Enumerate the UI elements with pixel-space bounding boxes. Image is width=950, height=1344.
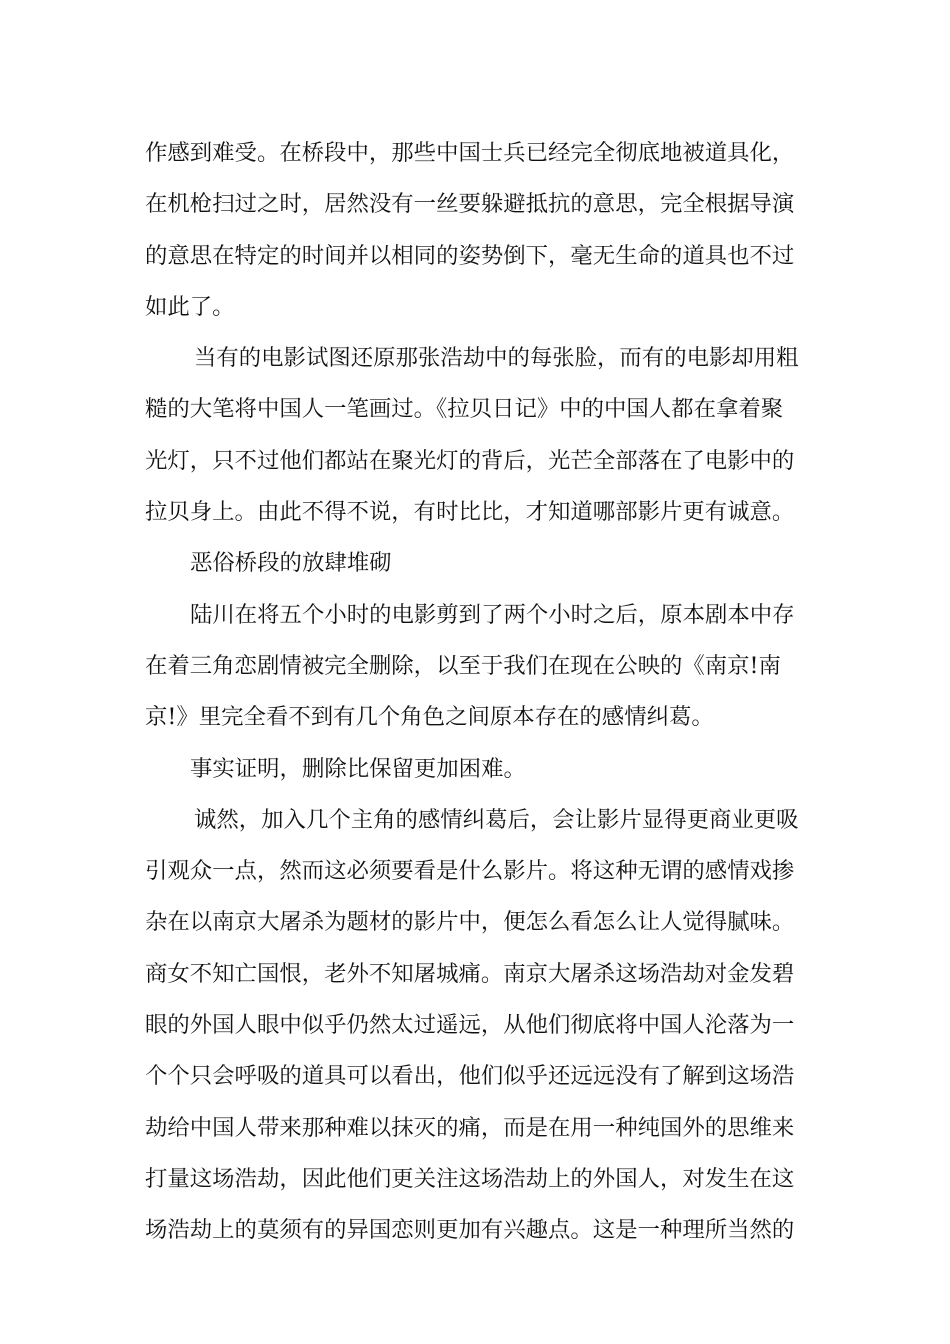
text-line: 京!》里完全看不到有几个角色之间原本存在的感情纠葛。 xyxy=(145,704,714,731)
text-line: 商女不知亡国恨，老外不知屠城痛。南京大屠杀这场浩劫对金发碧 xyxy=(145,960,795,987)
text-line: 作感到难受。在桥段中，那些中国士兵已经完全彻底地被道具化， xyxy=(145,140,795,166)
text-line: 的意思在特定的时间并以相同的姿势倒下，毫无生命的道具也不过 xyxy=(145,242,795,269)
text-line: 当有的电影试图还原那张浩劫中的每张脸，而有的电影却用粗 xyxy=(194,345,799,372)
text-line: 眼的外国人眼中似乎仍然太过遥远，从他们彻底将中国人沦落为一 xyxy=(145,1012,795,1039)
text-line: 光灯，只不过他们都站在聚光灯的背后，光芒全部落在了电影中的 xyxy=(145,447,795,474)
text-line: 陆川在将五个小时的电影剪到了两个小时之后，原本剧本中存 xyxy=(190,601,795,628)
text-line: 劫给中国人带来那种难以抹灭的痛，而是在用一种纯国外的思维来 xyxy=(145,1114,795,1141)
text-line: 在着三角恋剧情被完全删除，以至于我们在现在公映的《南京!南 xyxy=(145,652,781,679)
section-heading: 恶俗桥段的放肆堆砌 xyxy=(190,550,392,577)
text-line: 场浩劫上的莫须有的异国恋则更加有兴趣点。这是一种理所当然的 xyxy=(145,1217,795,1244)
body-text xyxy=(145,128,810,1257)
text-line: 个个只会呼吸的道具可以看出，他们似乎还远远没有了解到这场浩 xyxy=(145,1063,795,1090)
text-line: 打量这场浩劫，因此他们更关注这场浩劫上的外国人，对发生在这 xyxy=(145,1165,795,1192)
text-line: 拉贝身上。由此不得不说，有时比比，才知道哪部影片更有诚意。 xyxy=(145,499,795,526)
text-line: 诚然，加入几个主角的感情纠葛后，会让影片显得更商业更吸 xyxy=(194,806,799,833)
text-line: 引观众一点，然而这必须要看是什么影片。将这种无谓的感情戏掺 xyxy=(145,858,795,885)
text-line: 如此了。 xyxy=(145,293,235,320)
text-line: 事实证明，删除比保留更加困难。 xyxy=(190,755,526,782)
text-line: 在机枪扫过之时，居然没有一丝要躲避抵抗的意思，完全根据导演 xyxy=(145,191,795,218)
text-line: 糙的大笔将中国人一笔画过。《拉贝日记》中的中国人都在拿着聚 xyxy=(145,396,784,423)
text-line: 杂在以南京大屠杀为题材的影片中，便怎么看怎么让人觉得腻味。 xyxy=(145,909,795,936)
